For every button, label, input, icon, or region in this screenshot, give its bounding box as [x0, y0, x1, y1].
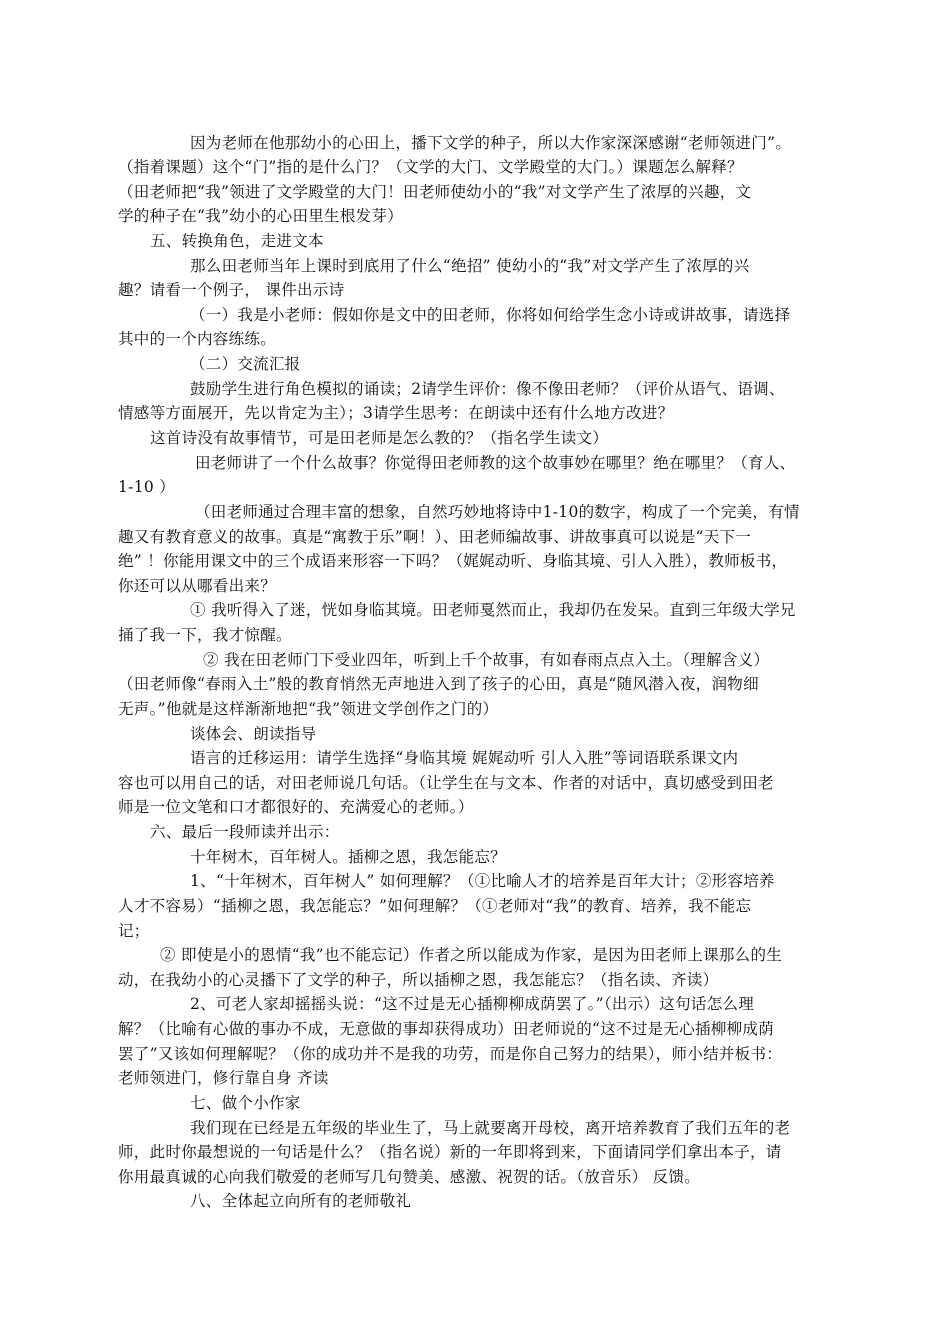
text-line: 田老师讲了一个什么故事？你觉得田老师教的这个故事妙在哪里？绝在哪里？（育人、 [195, 454, 796, 472]
text-line: 我们现在已经是五年级的毕业生了，马上就要离开母校，离开培养教育了我们五年的老 [190, 1119, 791, 1137]
text-line: 罢了”又该如何理解呢？（你的成功并不是我的功劳，而是你自己努力的结果），师小结并板书： [118, 1045, 783, 1063]
section-heading: 七、做个小作家 [190, 1094, 301, 1112]
text-line: 鼓励学生进行角色模拟的诵读；2请学生评价：像不像田老师？（评价从语气、语调、 [190, 380, 785, 398]
text-line: 老师领进门，修行靠自身 齐读 [118, 1069, 329, 1087]
text-line: 情感等方面展开，先以肯定为主）；3请学生思考：在朗读中还有什么地方改进？ [118, 404, 674, 422]
text-line: 绝” ！你能用课文中的三个成语来形容一下吗？（娓娓动听、身临其境、引人入胜），教师板书， [118, 552, 788, 570]
text-line: 无声。”他就是这样渐渐地把“我”领进文学创作之门的） [118, 700, 499, 718]
subsection-heading: （二）交流汇报 [190, 355, 301, 373]
text-line: 师是一位文笔和口才都很好的、充满爱心的老师。） [118, 798, 474, 816]
text-line: （田老师通过合理丰富的想象，自然巧妙地将诗中1-10的数字，构成了一个完美，有情 [195, 503, 800, 521]
text-line: 捅了我一下，我才惊醒。 [118, 626, 292, 644]
text-line: 十年树木，百年树人。插柳之恩，我怎能忘？ [190, 848, 507, 866]
text-line: 2、可老人家却摇摇头说：“这不过是无心插柳柳成荫罢了。”（出示）这句话怎么理 [190, 995, 755, 1013]
text-line: 学的种子在“我”幼小的心田里生根发芽） [118, 207, 404, 225]
text-line: 因为老师在他那幼小的心田上，播下文学的种子，所以大作家深深感谢“老师领进门”。 [190, 134, 792, 152]
section-heading: 八、全体起立向所有的老师敬礼 [190, 1192, 412, 1210]
text-line: 这首诗没有故事情节，可是田老师是怎么教的？（指名学生读文） [150, 429, 609, 447]
text-line: 容也可以用自己的话，对田老师说几句话。（让学生在与文本、作者的对话中，真切感受到田老 [118, 774, 774, 792]
text-line: 1-10 ） [118, 478, 176, 496]
text-line: 动，在我幼小的心灵播下了文学的种子，所以插柳之恩，我怎能忘？（指名读、齐读） [118, 971, 719, 989]
text-line: 记； [118, 922, 150, 940]
text-line: （指着课题）这个“门”指的是什么门？（文学的大门、文学殿堂的大门。）课题怎么解释？ [118, 158, 743, 176]
text-line: 师，此时你最想说的一句话是什么？（指名说）新的一年即将到来，下面请同学们拿出本子，请 [118, 1143, 782, 1161]
text-line: ① 我听得入了迷，恍如身临其境。田老师戛然而止，我却仍在发呆。直到三年级大学兄 [190, 601, 796, 619]
text-line: 趣又有教育意义的故事。真是“寓教于乐”啊！）、田老师编故事、讲故事真可以说是“天下一 [118, 528, 752, 546]
text-line: 人才不容易）“插柳之恩，我怎能忘？”如何理解？（①老师对“我”的教育、培养，我不能忘 [118, 897, 752, 915]
text-line: 趣？请看一个例子， 课件出示诗 [118, 281, 345, 299]
text-line: ② 我在田老师门下受业四年，听到上千个故事，有如春雨点点入土。（理解含义） [203, 651, 770, 669]
text-line: （一）我是小老师：假如你是文中的田老师，你将如何给学生念小诗或讲故事，请选择 [190, 306, 791, 324]
text-line: 谈体会、朗读指导 [190, 725, 317, 743]
text-line: 解？（比喻有心做的事办不成，无意做的事却获得成功）田老师说的“这不过是无心插柳柳成荫 [118, 1020, 775, 1038]
text-line: ② 即使是小的恩情“我”也不能忘记）作者之所以能成为作家，是因为田老师上课那么的生 [160, 946, 783, 964]
text-line: 你用最真诚的心向我们敬爱的老师写几句赞美、感激、祝贺的话。（放音乐） 反馈。 [118, 1168, 701, 1186]
section-heading: 五、转换角色，走进文本 [150, 232, 324, 250]
text-line: 那么田老师当年上课时到底用了什么“绝招” 使幼小的“我”对文学产生了浓厚的兴 [190, 257, 750, 275]
text-line: 1、“十年树木，百年树人” 如何理解？（①比喻人才的培养是百年大计；②形容培养 [190, 872, 775, 890]
section-heading: 六、最后一段师读并出示： [150, 823, 340, 841]
text-line: 其中的一个内容练练。 [118, 330, 277, 348]
text-line: （田老师像“春雨入土”般的教育悄然无声地进入到了孩子的心田，真是“随风潜入夜，润物细 [118, 675, 759, 693]
text-line: （田老师把“我”领进了文学殿堂的大门！田老师使幼小的“我”对文学产生了浓厚的兴趣，文 [118, 183, 752, 201]
text-line: 语言的迁移运用：请学生选择“身临其境 娓娓动听 引人入胜”等词语联系课文内 [190, 749, 739, 767]
text-line: 你还可以从哪看出来？ [118, 577, 277, 595]
